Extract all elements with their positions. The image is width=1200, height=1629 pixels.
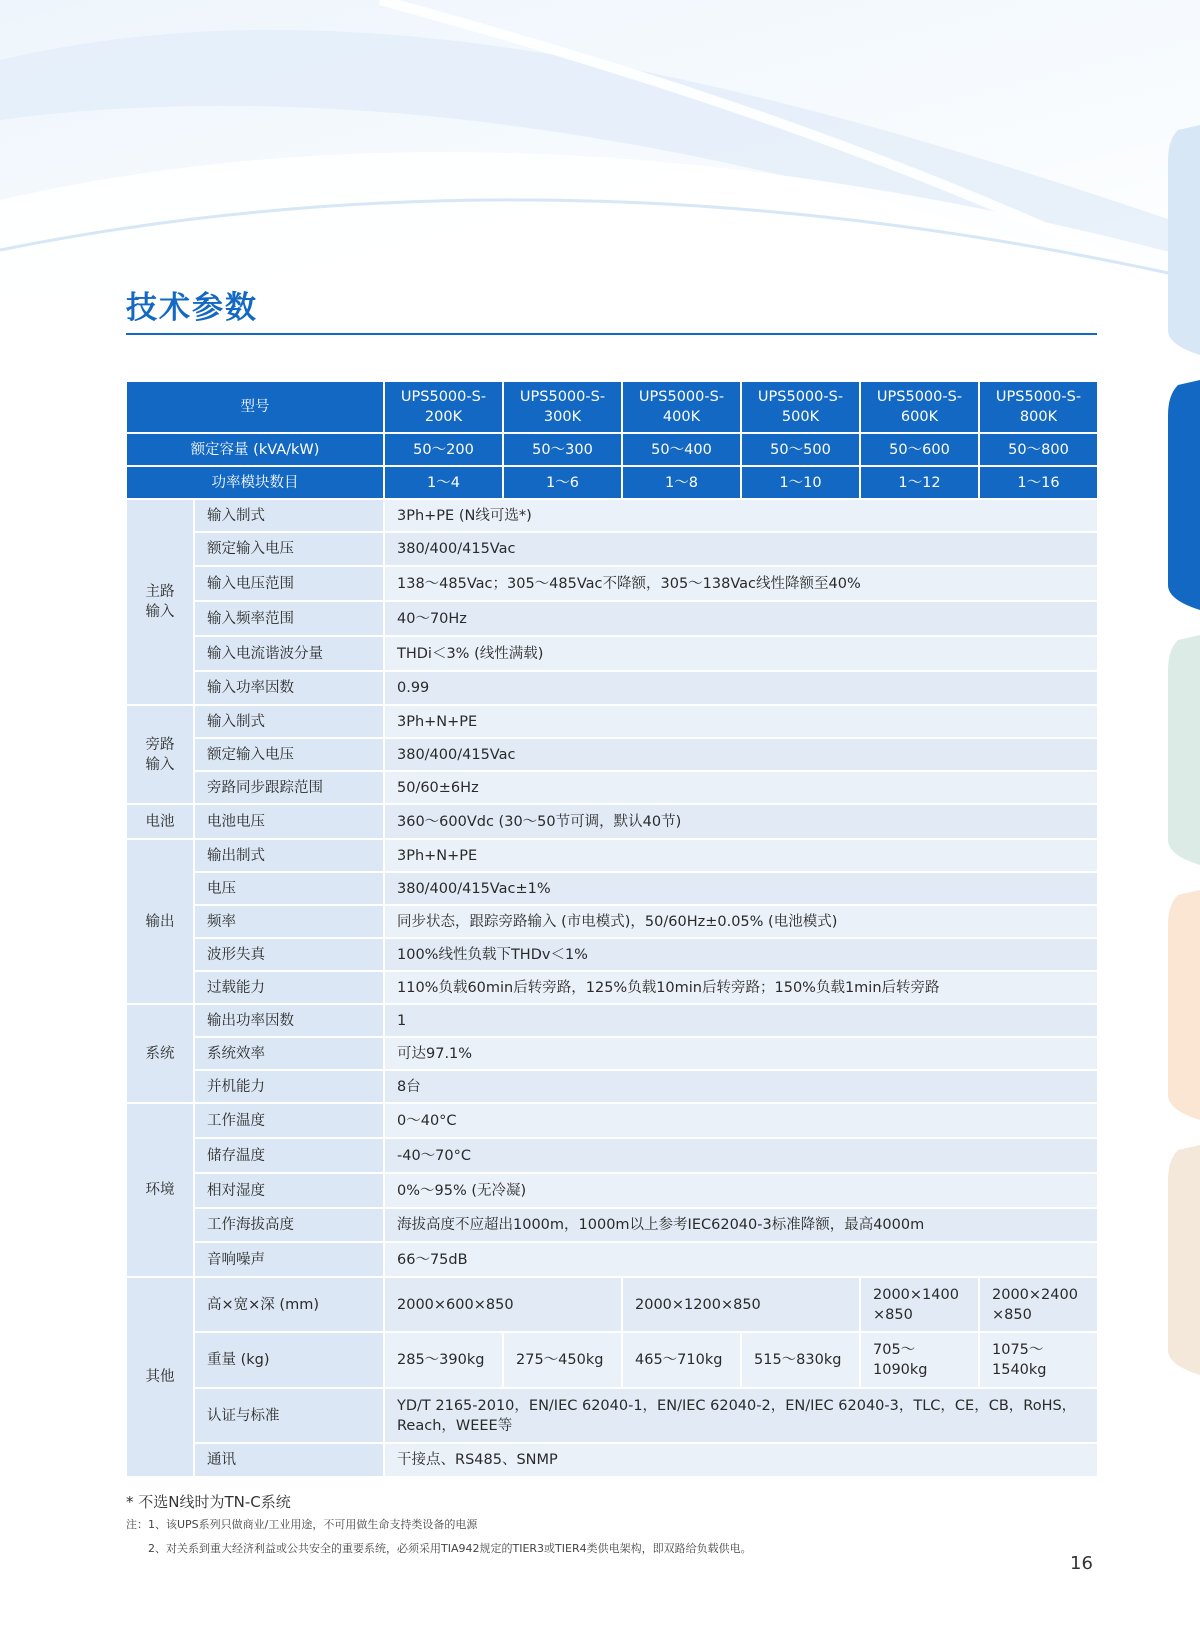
param-label: 旁路同步跟踪范围 bbox=[194, 771, 384, 804]
param-value: THDi＜3% (线性满载) bbox=[384, 636, 1098, 671]
param-value: 40～70Hz bbox=[384, 601, 1098, 636]
capacity-label: 额定容量 (kVA/kW) bbox=[126, 433, 384, 466]
model-header: UPS5000-S- 300K bbox=[503, 381, 622, 433]
module-value: 1～12 bbox=[860, 466, 979, 499]
param-value: 380/400/415Vac bbox=[384, 532, 1098, 566]
table-row bbox=[126, 872, 1098, 905]
param-label: 认证与标准 bbox=[194, 1388, 384, 1443]
param-value: 3Ph+N+PE bbox=[384, 839, 1098, 872]
capacity-value: 50～800 bbox=[979, 433, 1098, 466]
category-main-input: 主路 输入 bbox=[126, 499, 194, 705]
title-rule bbox=[126, 333, 1097, 335]
param-label: 输入制式 bbox=[194, 499, 384, 532]
param-label: 额定输入电压 bbox=[194, 532, 384, 566]
side-tab-green bbox=[1168, 635, 1200, 865]
param-value: 海拔高度不应超出1000m，1000m以上参考IEC62040-3标准降额，最高4000m bbox=[384, 1208, 1098, 1242]
param-value: 3Ph+N+PE bbox=[384, 705, 1098, 738]
table-row bbox=[126, 738, 1098, 771]
table-row bbox=[126, 1388, 1098, 1443]
module-value: 1～6 bbox=[503, 466, 622, 499]
param-label: 电压 bbox=[194, 872, 384, 905]
param-value: 138～485Vac；305～485Vac不降额，305～138Vac线性降额至40% bbox=[384, 566, 1098, 601]
weight-value: 465～710kg bbox=[622, 1332, 741, 1388]
param-label: 高×宽×深 (mm) bbox=[194, 1277, 384, 1332]
table-row bbox=[126, 671, 1098, 705]
param-label: 输入功率因数 bbox=[194, 671, 384, 705]
spec-table bbox=[125, 380, 1099, 1478]
param-value: 50/60±6Hz bbox=[384, 771, 1098, 804]
table-row bbox=[126, 1070, 1098, 1103]
param-label: 输入频率范围 bbox=[194, 601, 384, 636]
table-row bbox=[126, 839, 1098, 872]
param-label: 相对湿度 bbox=[194, 1173, 384, 1208]
param-value: 380/400/415Vac bbox=[384, 738, 1098, 771]
param-value: 干接点、RS485、SNMP bbox=[384, 1443, 1098, 1477]
weight-value: 515～830kg bbox=[741, 1332, 860, 1388]
table-row bbox=[126, 705, 1098, 738]
table-row bbox=[126, 771, 1098, 804]
table-row bbox=[126, 1004, 1098, 1037]
table-row bbox=[126, 636, 1098, 671]
model-header: UPS5000-S- 500K bbox=[741, 381, 860, 433]
module-label: 功率模块数目 bbox=[126, 466, 384, 499]
module-value: 1～8 bbox=[622, 466, 741, 499]
model-header: UPS5000-S- 200K bbox=[384, 381, 503, 433]
dimension-value: 2000×2400 ×850 bbox=[979, 1277, 1098, 1332]
param-label: 通讯 bbox=[194, 1443, 384, 1477]
table-row bbox=[126, 1138, 1098, 1173]
model-header-row bbox=[126, 381, 1098, 433]
category-bypass-input: 旁路 输入 bbox=[126, 705, 194, 804]
dimension-value: 2000×600×850 bbox=[384, 1277, 622, 1332]
model-header: UPS5000-S- 800K bbox=[979, 381, 1098, 433]
param-value: 3Ph+PE (N线可选*) bbox=[384, 499, 1098, 532]
capacity-value: 50～300 bbox=[503, 433, 622, 466]
capacity-value: 50～600 bbox=[860, 433, 979, 466]
note-1: 注：1、该UPS系列只做商业/工业用途，不可用做生命支持类设备的电源 bbox=[126, 1518, 478, 1531]
param-value: 1 bbox=[384, 1004, 1098, 1037]
weight-value: 275～450kg bbox=[503, 1332, 622, 1388]
background-swoosh bbox=[0, 0, 1200, 300]
model-header: UPS5000-S- 600K bbox=[860, 381, 979, 433]
category-other: 其他 bbox=[126, 1277, 194, 1477]
table-row bbox=[126, 1208, 1098, 1242]
page-title: 技术参数 bbox=[126, 290, 258, 326]
side-tab-light-blue bbox=[1168, 125, 1200, 355]
side-tab-beige bbox=[1168, 1145, 1200, 1375]
table-row bbox=[126, 1443, 1098, 1477]
param-label: 储存温度 bbox=[194, 1138, 384, 1173]
param-value: YD/T 2165-2010，EN/IEC 62040-1，EN/IEC 62040-2，EN/IEC 62040-3，TLC，CE，CB，RoHS， Reach，WEEE等 bbox=[384, 1388, 1098, 1443]
side-tab-blue bbox=[1168, 380, 1200, 610]
param-label: 并机能力 bbox=[194, 1070, 384, 1103]
param-label: 输出功率因数 bbox=[194, 1004, 384, 1037]
param-value: 360～600Vdc (30～50节可调，默认40节) bbox=[384, 804, 1098, 839]
table-row bbox=[126, 971, 1098, 1004]
capacity-row bbox=[126, 433, 1098, 466]
param-label: 输入电压范围 bbox=[194, 566, 384, 601]
weight-value: 1075～ 1540kg bbox=[979, 1332, 1098, 1388]
table-row bbox=[126, 601, 1098, 636]
param-value: 110%负载60min后转旁路，125%负载10min后转旁路；150%负载1min后转旁路 bbox=[384, 971, 1098, 1004]
category-battery: 电池 bbox=[126, 804, 194, 839]
param-value: 66～75dB bbox=[384, 1242, 1098, 1277]
param-value: 同步状态，跟踪旁路输入 (市电模式)，50/60Hz±0.05% (电池模式) bbox=[384, 905, 1098, 938]
table-row bbox=[126, 532, 1098, 566]
table-row bbox=[126, 905, 1098, 938]
model-header: UPS5000-S- 400K bbox=[622, 381, 741, 433]
param-label: 工作温度 bbox=[194, 1103, 384, 1138]
table-row bbox=[126, 499, 1098, 532]
note-2: 2、对关系到重大经济利益或公共安全的重要系统，必须采用TIA942规定的TIER3或TIER4类供电架构，即双路给负载供电。 bbox=[148, 1542, 752, 1555]
table-row bbox=[126, 1277, 1098, 1332]
module-value: 1～16 bbox=[979, 466, 1098, 499]
param-value: 可达97.1% bbox=[384, 1037, 1098, 1070]
weight-value: 285～390kg bbox=[384, 1332, 503, 1388]
dimension-value: 2000×1400 ×850 bbox=[860, 1277, 979, 1332]
module-row bbox=[126, 466, 1098, 499]
side-tabs bbox=[1160, 0, 1200, 1629]
category-environment: 环境 bbox=[126, 1103, 194, 1277]
param-label: 电池电压 bbox=[194, 804, 384, 839]
table-row bbox=[126, 1332, 1098, 1388]
table-row bbox=[126, 804, 1098, 839]
param-label: 频率 bbox=[194, 905, 384, 938]
footnote: * 不选N线时为TN-C系统 bbox=[126, 1493, 291, 1511]
param-value: 0%～95% (无冷凝) bbox=[384, 1173, 1098, 1208]
param-value: 8台 bbox=[384, 1070, 1098, 1103]
param-label: 输入电流谐波分量 bbox=[194, 636, 384, 671]
param-label: 音响噪声 bbox=[194, 1242, 384, 1277]
param-value: -40～70°C bbox=[384, 1138, 1098, 1173]
param-value: 0～40°C bbox=[384, 1103, 1098, 1138]
table-row bbox=[126, 566, 1098, 601]
param-value: 380/400/415Vac±1% bbox=[384, 872, 1098, 905]
param-label: 工作海拔高度 bbox=[194, 1208, 384, 1242]
param-label: 波形失真 bbox=[194, 938, 384, 971]
module-value: 1～4 bbox=[384, 466, 503, 499]
dimension-value: 2000×1200×850 bbox=[622, 1277, 860, 1332]
category-system: 系统 bbox=[126, 1004, 194, 1103]
param-label: 输出制式 bbox=[194, 839, 384, 872]
capacity-value: 50～200 bbox=[384, 433, 503, 466]
model-label: 型号 bbox=[126, 381, 384, 433]
module-value: 1～10 bbox=[741, 466, 860, 499]
param-label: 重量 (kg) bbox=[194, 1332, 384, 1388]
table-row bbox=[126, 1037, 1098, 1070]
param-label: 系统效率 bbox=[194, 1037, 384, 1070]
table-row bbox=[126, 938, 1098, 971]
table-row bbox=[126, 1173, 1098, 1208]
capacity-value: 50～400 bbox=[622, 433, 741, 466]
capacity-value: 50～500 bbox=[741, 433, 860, 466]
table-row bbox=[126, 1242, 1098, 1277]
category-output: 输出 bbox=[126, 839, 194, 1004]
side-tab-orange bbox=[1168, 890, 1200, 1120]
param-value: 100%线性负载下THDv＜1% bbox=[384, 938, 1098, 971]
weight-value: 705～1090kg bbox=[860, 1332, 979, 1388]
page-number: 16 bbox=[1070, 1553, 1093, 1574]
param-label: 输入制式 bbox=[194, 705, 384, 738]
param-value: 0.99 bbox=[384, 671, 1098, 705]
param-label: 额定输入电压 bbox=[194, 738, 384, 771]
table-row bbox=[126, 1103, 1098, 1138]
param-label: 过载能力 bbox=[194, 971, 384, 1004]
